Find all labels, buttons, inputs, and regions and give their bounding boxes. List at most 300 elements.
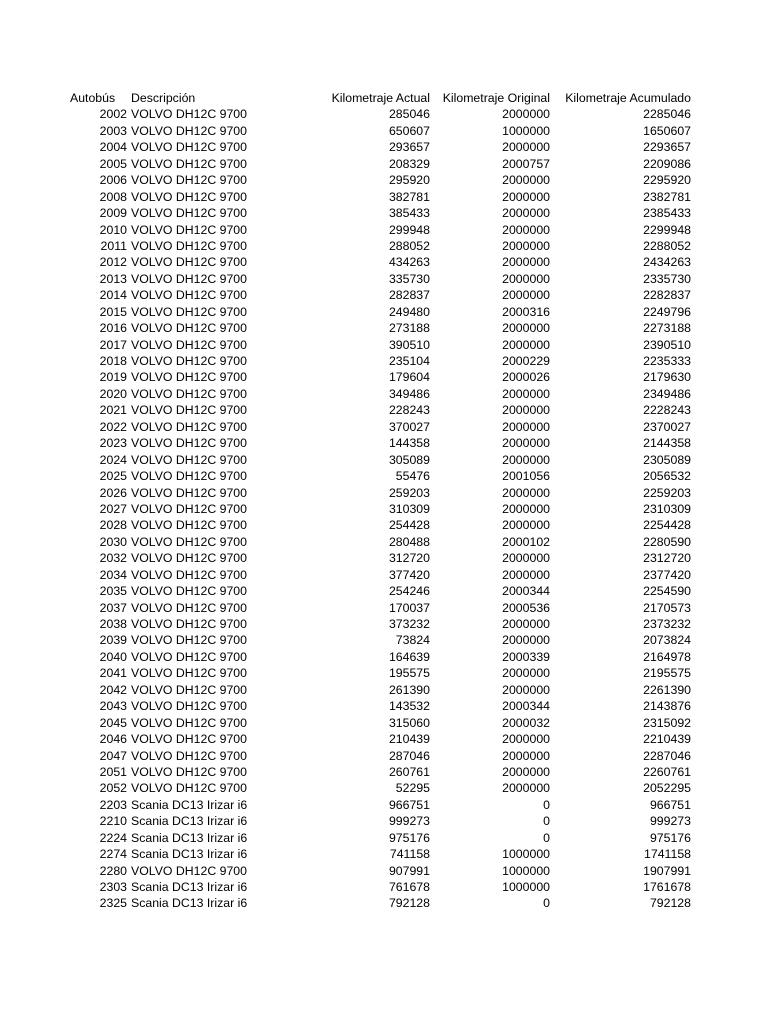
cell-original-km: 2000000 [502,206,550,221]
cell-original-km: 2000316 [502,304,550,319]
cell-original-km: 2000026 [502,370,550,385]
cell-description: VOLVO DH12C 9700 [131,288,247,303]
cell-bus: 2039 [99,633,127,648]
cell-original-km: 0 [543,797,550,812]
table-row [0,205,768,221]
cell-accumulated-km: 2254428 [643,518,691,533]
cell-current-km: 315060 [388,715,430,730]
cell-current-km: 208329 [388,156,430,171]
cell-bus: 2042 [99,682,127,697]
cell-current-km: 761678 [388,880,430,894]
table-row [0,846,768,862]
cell-accumulated-km: 2299948 [643,222,691,237]
cell-accumulated-km: 2382781 [643,189,691,204]
cell-bus: 2008 [99,189,127,204]
cell-description: Scania DC13 Irizar i6 [131,880,248,894]
cell-bus: 2018 [99,354,127,368]
mileage-table [0,90,768,912]
cell-description: VOLVO DH12C 9700 [131,123,247,138]
cell-description: VOLVO DH12C 9700 [131,419,247,434]
cell-accumulated-km: 2235333 [643,354,691,368]
table-row [0,895,768,911]
header-bus: Autobús [70,91,116,105]
cell-original-km: 2000000 [502,107,550,122]
cell-original-km: 2000102 [502,534,550,549]
table-row [0,468,768,484]
table-row [0,106,768,122]
cell-bus: 2035 [99,584,127,599]
table-row [0,764,768,780]
cell-bus: 2210 [99,814,127,829]
table-row [0,287,768,303]
cell-current-km: 370027 [388,419,430,434]
table-row [0,353,768,369]
cell-bus: 2020 [99,386,127,401]
cell-current-km: 741158 [389,847,430,862]
cell-bus: 2027 [99,501,127,516]
cell-accumulated-km: 2295920 [643,173,691,188]
cell-current-km: 228243 [388,403,430,418]
cell-original-km: 2000000 [502,321,550,336]
cell-accumulated-km: 2373232 [643,617,691,631]
cell-original-km: 2000536 [502,600,550,615]
cell-bus: 2037 [99,600,127,615]
cell-bus: 2024 [99,452,127,467]
header-original-km: Kilometraje Original [442,91,550,105]
cell-description: VOLVO DH12C 9700 [131,699,247,714]
table-row [0,534,768,550]
cell-description: VOLVO DH12C 9700 [131,617,247,631]
cell-current-km: 235104 [388,354,430,368]
cell-description: VOLVO DH12C 9700 [131,600,247,615]
table-row [0,780,768,796]
table-row [0,583,768,599]
cell-accumulated-km: 2285046 [643,107,691,122]
cell-bus: 2009 [99,206,127,221]
cell-original-km: 2000000 [502,173,550,188]
table-row [0,665,768,681]
cell-original-km: 2000000 [502,436,550,451]
cell-current-km: 385433 [388,206,430,221]
cell-bus: 2043 [99,699,127,714]
cell-accumulated-km: 2288052 [643,238,691,253]
cell-description: VOLVO DH12C 9700 [131,748,247,763]
cell-bus: 2030 [99,534,127,549]
cell-accumulated-km: 2228243 [643,403,691,418]
cell-description: VOLVO DH12C 9700 [131,238,247,253]
cell-description: VOLVO DH12C 9700 [131,304,247,319]
cell-original-km: 2000000 [502,452,550,467]
cell-description: VOLVO DH12C 9700 [131,436,247,451]
cell-current-km: 273188 [388,321,430,336]
cell-description: VOLVO DH12C 9700 [131,485,247,500]
cell-current-km: 349486 [388,386,430,401]
cell-description: VOLVO DH12C 9700 [131,321,247,336]
cell-accumulated-km: 2385433 [643,206,691,221]
cell-current-km: 999273 [388,814,430,829]
cell-accumulated-km: 2370027 [643,419,691,434]
cell-accumulated-km: 1650607 [643,123,691,138]
table-row [0,386,768,402]
cell-accumulated-km: 2293657 [643,140,691,155]
cell-accumulated-km: 792128 [649,896,691,911]
table-row [0,600,768,616]
cell-bus: 2015 [99,304,127,319]
cell-accumulated-km: 2310309 [643,501,691,516]
cell-description: VOLVO DH12C 9700 [131,222,247,237]
cell-original-km: 2001056 [502,469,550,484]
cell-bus: 2038 [99,617,127,631]
header-description: Descripción [131,91,196,105]
cell-accumulated-km: 2143876 [643,699,691,714]
cell-current-km: 249480 [388,304,430,319]
cell-description: VOLVO DH12C 9700 [131,666,247,681]
cell-accumulated-km: 1761678 [643,880,691,894]
table-row [0,550,768,566]
cell-current-km: 144358 [388,436,430,451]
cell-bus: 2052 [99,781,127,796]
cell-description: Scania DC13 Irizar i6 [131,847,248,862]
cell-current-km: 390510 [388,337,430,352]
cell-description: VOLVO DH12C 9700 [131,271,247,286]
cell-bus: 2016 [99,321,127,336]
cell-original-km: 2000344 [502,699,550,714]
cell-original-km: 2000000 [502,140,550,155]
header-accumulated-km: Kilometraje Acumulado [565,91,691,105]
cell-description: VOLVO DH12C 9700 [131,501,247,516]
cell-original-km: 1000000 [502,123,550,138]
cell-current-km: 373232 [388,617,430,631]
table-row [0,830,768,846]
cell-original-km: 2000000 [502,419,550,434]
cell-description: VOLVO DH12C 9700 [131,107,247,122]
cell-bus: 2303 [99,880,127,894]
cell-description: VOLVO DH12C 9700 [131,140,247,155]
cell-bus: 2022 [99,419,127,434]
table-row [0,156,768,172]
cell-description: VOLVO DH12C 9700 [131,354,247,368]
table-row [0,485,768,501]
cell-current-km: 55476 [395,469,430,484]
cell-description: VOLVO DH12C 9700 [131,715,247,730]
cell-description: Scania DC13 Irizar i6 [131,814,248,829]
cell-bus: 2019 [99,370,127,385]
cell-bus: 2005 [99,156,127,171]
cell-accumulated-km: 2073824 [643,633,691,648]
cell-description: VOLVO DH12C 9700 [131,551,247,566]
cell-accumulated-km: 2260761 [643,764,691,779]
table-row [0,452,768,468]
cell-accumulated-km: 2195575 [643,666,691,681]
table-row [0,238,768,254]
cell-bus: 2021 [99,403,127,418]
cell-bus: 2026 [99,485,127,500]
cell-current-km: 254428 [388,518,430,533]
cell-bus: 2280 [99,863,127,878]
cell-accumulated-km: 2170573 [643,600,691,615]
cell-bus: 2203 [99,797,127,812]
header-current-km: Kilometraje Actual [331,91,430,105]
cell-current-km: 975176 [388,830,430,845]
cell-current-km: 280488 [388,534,430,549]
cell-current-km: 170037 [388,600,430,615]
table-row [0,402,768,418]
table-row [0,222,768,238]
cell-current-km: 293657 [388,140,430,155]
cell-accumulated-km: 2282837 [643,288,691,303]
cell-original-km: 2000000 [502,748,550,763]
cell-original-km: 2000000 [502,222,550,237]
table-row [0,501,768,517]
cell-current-km: 260761 [388,764,430,779]
cell-accumulated-km: 2254590 [643,584,691,599]
cell-original-km: 2000000 [502,682,550,697]
cell-current-km: 305089 [388,452,430,467]
cell-bus: 2045 [99,715,127,730]
table-header-row [0,90,768,106]
cell-description: VOLVO DH12C 9700 [131,156,247,171]
cell-original-km: 2000000 [502,255,550,270]
cell-current-km: 259203 [388,485,430,500]
cell-description: VOLVO DH12C 9700 [131,189,247,204]
cell-bus: 2047 [99,748,127,763]
cell-original-km: 2000000 [502,271,550,286]
table-row [0,879,768,895]
cell-original-km: 0 [543,830,550,845]
cell-current-km: 282837 [388,288,430,303]
cell-description: VOLVO DH12C 9700 [131,206,247,221]
cell-description: VOLVO DH12C 9700 [131,403,247,418]
cell-accumulated-km: 2335730 [643,271,691,286]
cell-current-km: 650607 [388,123,430,138]
table-row [0,320,768,336]
cell-bus: 2325 [99,896,127,911]
cell-original-km: 2000000 [502,288,550,303]
cell-current-km: 434263 [388,255,430,270]
cell-accumulated-km: 2349486 [643,386,691,401]
cell-bus: 2006 [99,173,127,188]
cell-accumulated-km: 2179630 [643,370,691,385]
cell-bus: 2004 [99,140,127,155]
cell-original-km: 2000000 [502,781,550,796]
cell-description: VOLVO DH12C 9700 [131,584,247,599]
cell-current-km: 143532 [388,699,430,714]
cell-bus: 2040 [99,649,127,664]
cell-description: VOLVO DH12C 9700 [131,682,247,697]
cell-accumulated-km: 1907991 [643,863,691,878]
cell-description: Scania DC13 Irizar i6 [131,896,248,911]
cell-description: VOLVO DH12C 9700 [131,518,247,533]
cell-description: VOLVO DH12C 9700 [131,649,247,664]
table-row [0,616,768,632]
table-row [0,682,768,698]
cell-bus: 2002 [99,107,127,122]
table-row [0,337,768,353]
cell-original-km: 2000000 [502,518,550,533]
cell-bus: 2025 [99,469,127,484]
cell-bus: 2023 [99,436,127,451]
cell-original-km: 2000000 [502,337,550,352]
cell-accumulated-km: 2273188 [643,321,691,336]
cell-bus: 2012 [99,255,127,270]
cell-original-km: 2000000 [502,403,550,418]
table-row [0,172,768,188]
cell-bus: 2224 [99,830,127,845]
table-row [0,304,768,320]
cell-bus: 2013 [99,271,127,286]
cell-current-km: 288052 [388,238,430,253]
table-row [0,797,768,813]
cell-bus: 2034 [99,567,127,582]
cell-original-km: 2000000 [502,567,550,582]
cell-description: VOLVO DH12C 9700 [131,370,247,385]
cell-accumulated-km: 999273 [649,814,691,829]
cell-bus: 2003 [99,123,127,138]
cell-original-km: 2000757 [502,156,550,171]
cell-bus: 2041 [99,666,127,681]
cell-description: VOLVO DH12C 9700 [131,764,247,779]
cell-accumulated-km: 2390510 [643,337,691,352]
cell-accumulated-km: 2259203 [643,485,691,500]
cell-original-km: 2000000 [502,189,550,204]
table-row [0,435,768,451]
cell-description: VOLVO DH12C 9700 [131,255,247,270]
table-row [0,632,768,648]
cell-current-km: 52295 [395,781,430,796]
cell-accumulated-km: 2305089 [643,452,691,467]
cell-current-km: 261390 [388,682,430,697]
cell-original-km: 1000000 [502,847,550,862]
cell-accumulated-km: 2312720 [643,551,691,566]
cell-description: VOLVO DH12C 9700 [131,173,247,188]
cell-current-km: 210439 [388,732,430,747]
cell-original-km: 2000000 [502,238,550,253]
table-row [0,189,768,205]
cell-description: VOLVO DH12C 9700 [131,732,247,747]
cell-current-km: 382781 [388,189,430,204]
cell-bus: 2028 [99,518,127,533]
cell-accumulated-km: 2315092 [643,715,691,730]
table-row [0,715,768,731]
cell-current-km: 377420 [388,567,430,582]
cell-accumulated-km: 2287046 [643,748,691,763]
cell-description: VOLVO DH12C 9700 [131,337,247,352]
cell-current-km: 792128 [388,896,430,911]
cell-current-km: 966751 [388,797,430,812]
cell-accumulated-km: 2377420 [643,567,691,582]
cell-current-km: 254246 [388,584,430,599]
cell-original-km: 2000000 [502,732,550,747]
cell-bus: 2274 [99,847,127,862]
cell-current-km: 312720 [388,551,430,566]
cell-accumulated-km: 2056532 [643,469,691,484]
cell-current-km: 907991 [388,863,430,878]
table-row [0,139,768,155]
cell-description: VOLVO DH12C 9700 [131,386,247,401]
cell-bus: 2017 [99,337,127,352]
cell-bus: 2011 [100,238,127,253]
table-row [0,567,768,583]
cell-original-km: 2000000 [502,617,550,631]
cell-bus: 2051 [99,764,127,779]
cell-accumulated-km: 2280590 [643,534,691,549]
table-row [0,254,768,270]
cell-bus: 2010 [99,222,127,237]
table-row [0,369,768,385]
table-row [0,863,768,879]
cell-current-km: 310309 [388,501,430,516]
cell-description: VOLVO DH12C 9700 [131,452,247,467]
cell-accumulated-km: 2164978 [643,649,691,664]
cell-accumulated-km: 2144358 [643,436,691,451]
table-row [0,731,768,747]
table-body [0,106,768,911]
cell-original-km: 2000000 [502,764,550,779]
cell-original-km: 2000229 [502,354,550,368]
cell-original-km: 2000000 [502,386,550,401]
cell-current-km: 73824 [395,633,430,648]
cell-accumulated-km: 966751 [649,797,691,812]
cell-current-km: 164639 [388,649,430,664]
cell-bus: 2014 [99,288,127,303]
cell-description: Scania DC13 Irizar i6 [131,797,248,812]
table-row [0,698,768,714]
cell-current-km: 335730 [388,271,430,286]
cell-current-km: 285046 [388,107,430,122]
table-row [0,517,768,533]
cell-description: VOLVO DH12C 9700 [131,469,247,484]
cell-accumulated-km: 1741158 [644,847,691,862]
cell-original-km: 2000344 [502,584,550,599]
cell-original-km: 1000000 [502,863,550,878]
cell-current-km: 299948 [388,222,430,237]
cell-accumulated-km: 2052295 [643,781,691,796]
cell-original-km: 2000000 [502,501,550,516]
cell-current-km: 195575 [388,666,430,681]
table-row [0,748,768,764]
cell-original-km: 0 [543,896,550,911]
cell-original-km: 2000000 [502,666,550,681]
cell-bus: 2032 [99,551,127,566]
cell-original-km: 0 [543,814,550,829]
cell-original-km: 1000000 [502,880,550,894]
cell-bus: 2046 [99,732,127,747]
cell-accumulated-km: 2434263 [643,255,691,270]
cell-original-km: 2000339 [502,649,550,664]
cell-description: VOLVO DH12C 9700 [131,534,247,549]
cell-accumulated-km: 2210439 [643,732,691,747]
cell-accumulated-km: 2209086 [643,156,691,171]
cell-current-km: 295920 [388,173,430,188]
cell-accumulated-km: 975176 [649,830,691,845]
cell-original-km: 2000000 [502,633,550,648]
table-row [0,649,768,665]
table-row [0,271,768,287]
cell-original-km: 2000000 [502,551,550,566]
cell-current-km: 287046 [388,748,430,763]
cell-description: VOLVO DH12C 9700 [131,567,247,582]
cell-original-km: 2000000 [502,485,550,500]
cell-description: VOLVO DH12C 9700 [131,863,247,878]
cell-original-km: 2000032 [502,715,550,730]
cell-current-km: 179604 [388,370,430,385]
cell-accumulated-km: 2249796 [643,304,691,319]
table-row [0,419,768,435]
cell-description: VOLVO DH12C 9700 [131,781,247,796]
cell-accumulated-km: 2261390 [643,682,691,697]
cell-description: Scania DC13 Irizar i6 [131,830,248,845]
cell-description: VOLVO DH12C 9700 [131,633,247,648]
